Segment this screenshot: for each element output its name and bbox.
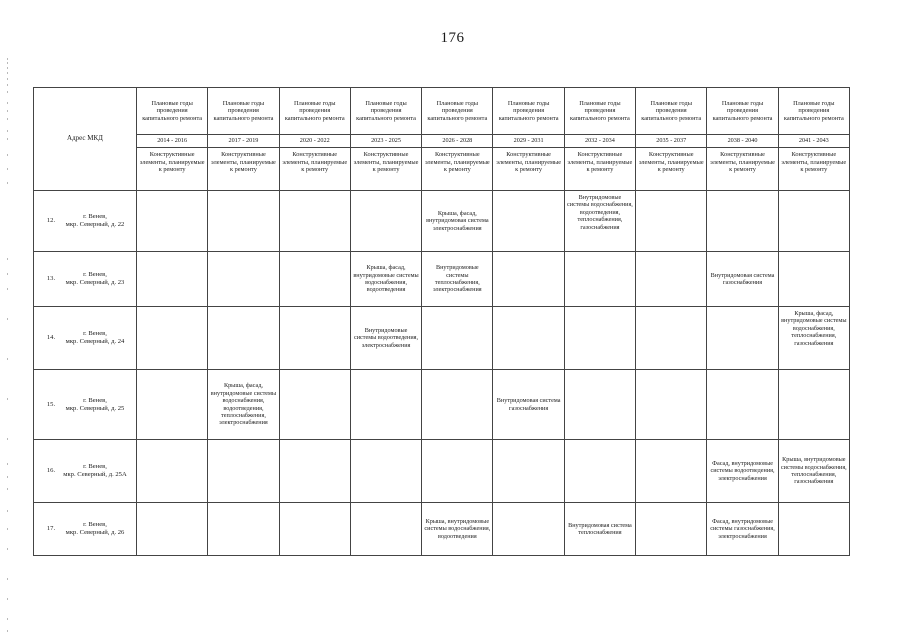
address-cell [34, 307, 137, 370]
repair-cell [636, 252, 707, 307]
address-street: мкр. Северный, д. 24 [65, 338, 125, 345]
repair-cell [778, 191, 849, 252]
repair-cell [707, 191, 778, 252]
address-city: г. Венев, [83, 330, 107, 337]
period-years: 2023 - 2025 [350, 135, 421, 148]
repair-cell [422, 440, 493, 503]
repair-cell: Крыша, внутридомовые системы водоснабжения, теплоснабжения, газоснабжения [778, 440, 849, 503]
repair-cell: Крыша, фасад, внутридомовые системы водоснабжения, водоотведения, теплоснабжения, электроснабжения [208, 370, 279, 440]
address-cell [34, 370, 137, 440]
repair-cell [279, 503, 350, 556]
address-street: мкр. Северный, д. 26 [65, 529, 125, 536]
repair-cell [422, 370, 493, 440]
address-city: г. Венев, [83, 396, 107, 404]
table-row [34, 307, 850, 370]
row-number: 14. [46, 334, 56, 342]
repair-cell [137, 252, 208, 307]
address-city: г. Венев, [83, 213, 107, 220]
elements-label-header: Конструктивные элементы, планируемые к ремонту [778, 148, 849, 191]
period-label-header: Плановые годы проведения капитального ремонта [279, 88, 350, 135]
period-years: 2026 - 2028 [422, 135, 493, 148]
repair-cell [208, 503, 279, 556]
repair-cell [279, 191, 350, 252]
row-number: 17. [46, 525, 56, 533]
address-cell [34, 191, 137, 252]
repair-cell [707, 307, 778, 370]
period-years: 2041 - 2043 [778, 135, 849, 148]
period-label-header: Плановые годы проведения капитального ремонта [350, 88, 421, 135]
repair-cell: Фасад, внутридомовые системы газоснабжения, электроснабжения [707, 503, 778, 556]
elements-label-header: Конструктивные элементы, планируемые к ремонту [564, 148, 635, 191]
repair-cell [350, 503, 421, 556]
scan-margin-dots [7, 58, 9, 638]
building-address [62, 213, 134, 229]
repair-cell [493, 252, 564, 307]
repair-cell [279, 307, 350, 370]
repair-cell [350, 440, 421, 503]
repair-cell [493, 191, 564, 252]
repair-cell [350, 370, 421, 440]
repair-cell [137, 307, 208, 370]
repair-cell [636, 370, 707, 440]
repair-cell: Внутридомовые системы теплоснабжения, электроснабжения [422, 252, 493, 307]
repair-cell [422, 307, 493, 370]
address-city: г. Венев, [83, 463, 107, 470]
repair-cell [208, 307, 279, 370]
building-address [62, 463, 134, 479]
repair-cell [493, 503, 564, 556]
table-row [34, 370, 850, 440]
row-number: 16. [46, 467, 56, 475]
building-address [62, 521, 134, 537]
repair-cell [564, 440, 635, 503]
address-column-header: Адрес МКД [34, 88, 137, 191]
elements-label-header: Конструктивные элементы, планируемые к ремонту [137, 148, 208, 191]
elements-label-header: Конструктивные элементы, планируемые к ремонту [422, 148, 493, 191]
repair-cell [279, 370, 350, 440]
elements-label-header: Конструктивные элементы, планируемые к ремонту [350, 148, 421, 191]
repair-cell: Внутридомовые системы водоотведения, электроснабжения [350, 307, 421, 370]
period-years: 2035 - 2037 [636, 135, 707, 148]
repair-cell [778, 370, 849, 440]
row-number: 13. [46, 275, 56, 283]
period-label-header: Плановые годы проведения капитального ремонта [636, 88, 707, 135]
period-label-header: Плановые годы проведения капитального ремонта [778, 88, 849, 135]
table-row [34, 503, 850, 556]
repair-cell: Фасад, внутридомовые системы водоотведения, электроснабжения [707, 440, 778, 503]
elements-label-header: Конструктивные элементы, планируемые к ремонту [493, 148, 564, 191]
repair-cell [279, 440, 350, 503]
repair-cell [279, 252, 350, 307]
address-cell [34, 503, 137, 556]
address-street: мкр. Северный, д. 25А [63, 471, 127, 478]
repair-cell [350, 191, 421, 252]
address-street: мкр. Северный, д. 22 [65, 221, 125, 228]
building-address [62, 397, 134, 413]
repair-cell [493, 440, 564, 503]
repair-cell [493, 307, 564, 370]
elements-label-header: Конструктивные элементы, планируемые к ремонту [279, 148, 350, 191]
period-label-header: Плановые годы проведения капитального ремонта [422, 88, 493, 135]
address-city: г. Венев, [83, 271, 107, 278]
page-number: 176 [440, 30, 465, 46]
elements-label-header: Конструктивные элементы, планируемые к ремонту [208, 148, 279, 191]
repair-cell [778, 252, 849, 307]
period-years: 2038 - 2040 [707, 135, 778, 148]
repair-cell [564, 307, 635, 370]
table-row [34, 440, 850, 503]
period-years: 2014 - 2016 [137, 135, 208, 148]
period-years: 2032 - 2034 [564, 135, 635, 148]
repair-cell: Внутридомовая система газоснабжения [707, 252, 778, 307]
repair-cell [564, 252, 635, 307]
repair-cell [137, 370, 208, 440]
address-cell [34, 252, 137, 307]
building-address [62, 271, 134, 287]
address-cell [34, 440, 137, 503]
period-years: 2017 - 2019 [208, 135, 279, 148]
row-number: 12. [46, 217, 56, 225]
repair-cell [137, 440, 208, 503]
repair-cell [636, 191, 707, 252]
repair-cell [564, 370, 635, 440]
period-label-header: Плановые годы проведения капитального ремонта [707, 88, 778, 135]
elements-label-header: Конструктивные элементы, планируемые к ремонту [707, 148, 778, 191]
address-city: г. Венев, [83, 521, 107, 528]
repair-cell [636, 503, 707, 556]
repair-cell: Крыша, фасад, внутридомовая система электроснабжения [422, 191, 493, 252]
period-label-header: Плановые годы проведения капитального ремонта [493, 88, 564, 135]
address-street: мкр. Северный, д. 25 [65, 404, 125, 412]
elements-label-header: Конструктивные элементы, планируемые к ремонту [636, 148, 707, 191]
repair-cell: Крыша, фасад, внутридомовые системы водоснабжения, теплоснабжения, газоснабжения [778, 307, 849, 370]
repair-cell: Крыша, внутридомовые системы водоснабжения, водоотведения [422, 503, 493, 556]
repair-cell [636, 307, 707, 370]
period-label-header: Плановые годы проведения капитального ремонта [137, 88, 208, 135]
table-row [34, 191, 850, 252]
repair-cell: Внутридомовая система газоснабжения [493, 370, 564, 440]
repair-cell [636, 440, 707, 503]
table-row [34, 252, 850, 307]
repair-schedule-table [33, 87, 850, 556]
repair-cell [137, 191, 208, 252]
repair-cell: Крыша, фасад, внутридомовые системы водоснабжения, водоотведения [350, 252, 421, 307]
repair-cell [208, 191, 279, 252]
repair-cell [208, 252, 279, 307]
period-years: 2029 - 2031 [493, 135, 564, 148]
repair-cell [137, 503, 208, 556]
period-label-header: Плановые годы проведения капитального ремонта [208, 88, 279, 135]
repair-cell: Внутридомовая система теплоснабжения [564, 503, 635, 556]
repair-cell [208, 440, 279, 503]
row-number: 15. [46, 400, 56, 408]
period-years: 2020 - 2022 [279, 135, 350, 148]
repair-cell [707, 370, 778, 440]
period-label-header: Плановые годы проведения капитального ремонта [564, 88, 635, 135]
repair-cell [778, 503, 849, 556]
repair-cell: Внутридомовые системы водоснабжения, водоотведения, теплоснабжения, газоснабжения [564, 191, 635, 252]
building-address [62, 330, 134, 346]
address-street: мкр. Северный, д. 23 [65, 279, 125, 286]
